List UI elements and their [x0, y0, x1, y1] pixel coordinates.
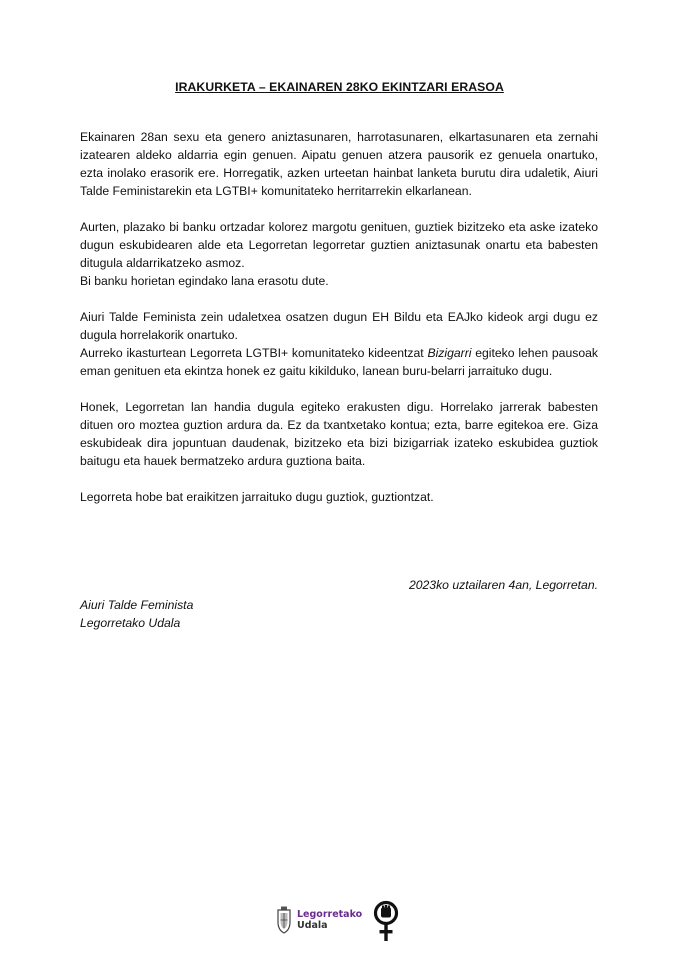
signer-1: Aiuri Talde Feminista	[80, 598, 194, 612]
document-title: IRAKURKETA – EKAINAREN 28KO EKINTZARI ERASOA	[175, 80, 504, 94]
paragraph-3-line-2	[80, 344, 598, 380]
paragraph-5-text: Legorreta hobe bat eraikitzen jarraituko dugu guztiok, guztiontzat.	[80, 490, 434, 504]
paragraph-4	[80, 398, 598, 470]
paragraph-3-before: Aurreko ikasturtean Legorreta LGTBI+ komunitateko kideentzat	[80, 346, 428, 360]
logo-line-2: Udala	[297, 920, 328, 931]
paragraph-3-italic: Bizigarri	[427, 346, 472, 360]
paragraph-5	[80, 488, 598, 506]
signers	[80, 596, 193, 632]
paragraph-3-after: egiteko lehen pausoak eman genituen eta ekintza honek ez gaitu kikilduko, lanean buru-belarri jarraituko dugu.	[80, 346, 598, 378]
paragraph-2	[80, 218, 598, 290]
paragraph-2-text: Aurten, plazako bi banku ortzadar kolorez margotu genituen, guztiek bizitzeko eta aske izateko dugun eskubidearen alde eta Legorretan legorretar guztien aniztasunak onartu eta babesten ditugula aldarrikatzeko asmoz.	[80, 220, 598, 270]
paragraph-4-text: Honek, Legorretan lan handia dugula egiteko erakusten digu. Horrelako jarrerak babesten dituen oro moztea guztion ardura da. Ez da txantxetako kontua; ezta, barre egitekoa ere. Giza eskubideak dira jopuntuan daudenak, bizitzeko eta bizi bizigarriak izateko eskubidea guztiok baitugu eta hauek bermatzeko ardura guztiona baita.	[80, 400, 598, 468]
paragraph-3	[80, 308, 598, 380]
municipality-logo-text	[297, 909, 362, 931]
document-body	[80, 128, 598, 524]
coat-of-arms-icon	[275, 906, 293, 934]
logo-line-1: Legorretako	[297, 909, 363, 920]
paragraph-1-text: Ekainaren 28an sexu eta genero aniztasunaren, harrotasunaren, elkartasunaren eta zernahi izatearen aldeko aldarria egin genuen. Aipatu genuen atzera pausorik ez genuela onartuko, ezta inolako erasorik ere. Horregatik, azken urteetan hainbat lanketa burutu dira udaletik, Aiuri Talde Feministarekin eta LGTBI+ komunitateko herritarrekin elkarlanean.	[80, 130, 598, 198]
paragraph-2-line-2: Bi banku horietan egindako lana erasotu dute.	[80, 274, 329, 288]
date-place: 2023ko uztailaren 4an, Legorretan.	[408, 578, 598, 592]
feminist-fist-icon	[371, 900, 401, 942]
signer-2: Legorretako Udala	[80, 616, 181, 630]
paragraph-1	[80, 128, 598, 200]
footer-logos	[0, 898, 679, 942]
paragraph-3-text: Aiuri Talde Feminista zein udaletxea osatzen dugun EH Bildu eta EAJko kideok argi dugu ez dugula horrelakorik onartuko.	[80, 310, 598, 342]
